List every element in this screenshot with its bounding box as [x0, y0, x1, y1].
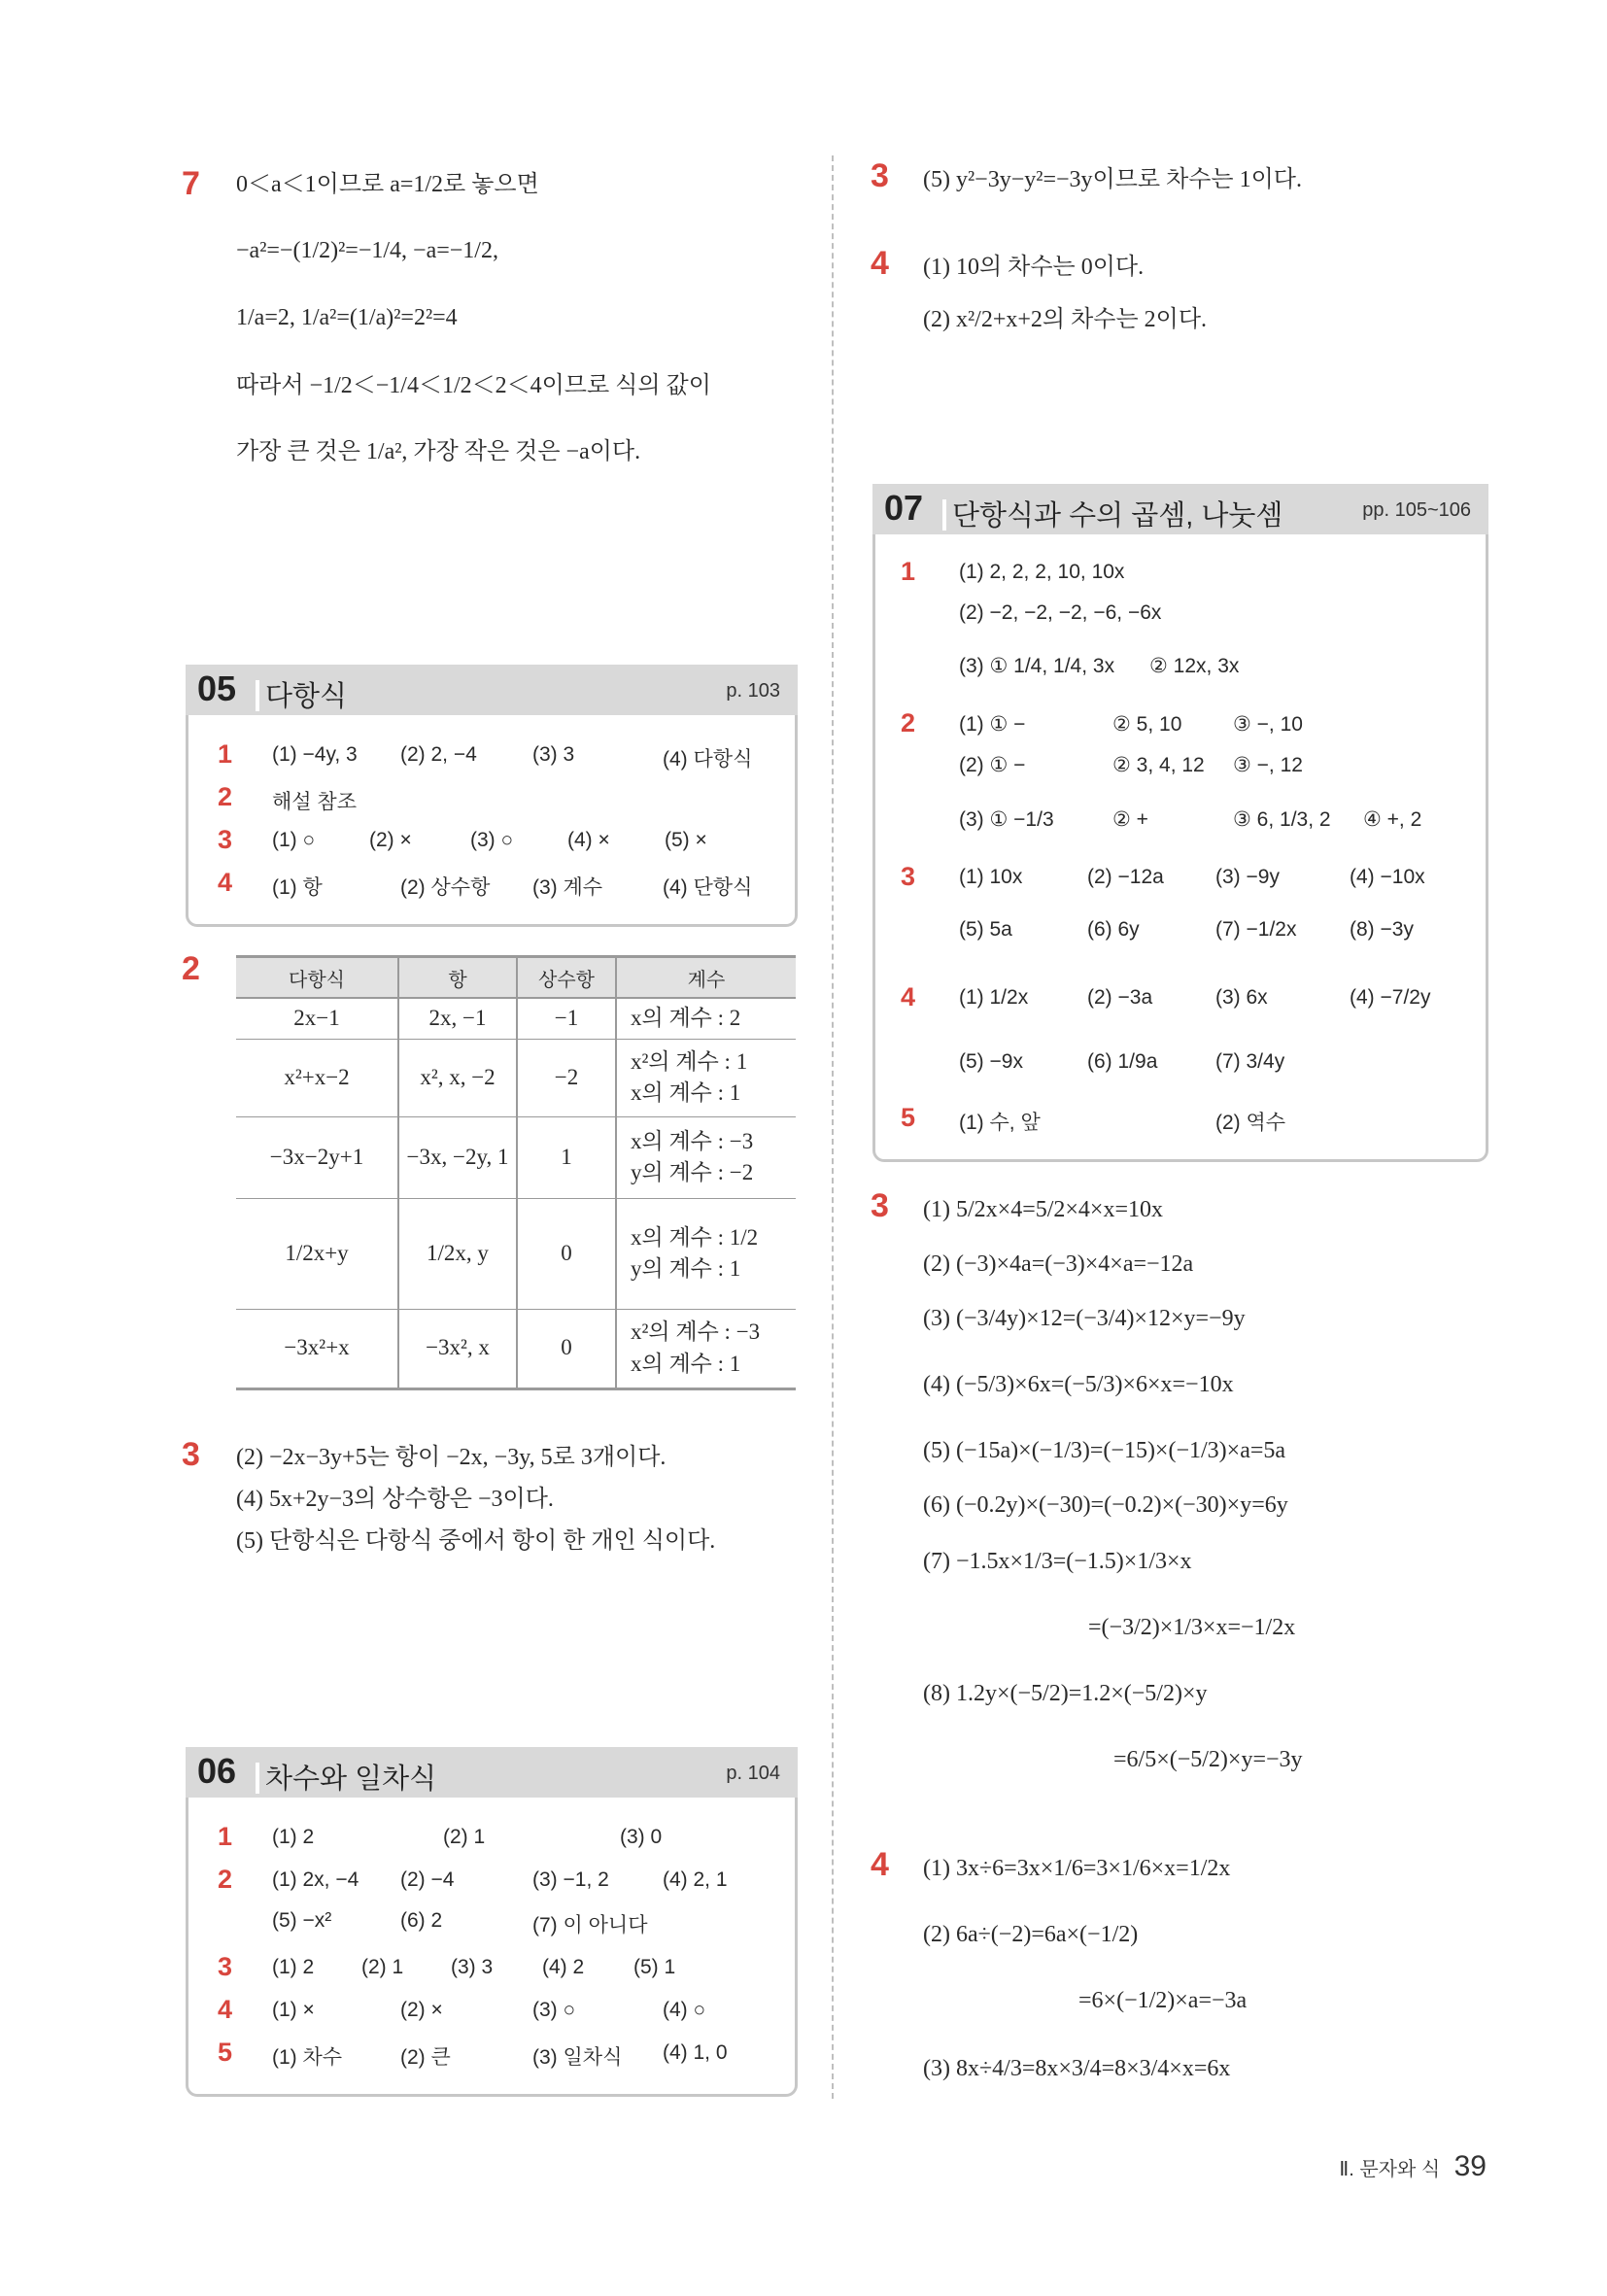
answer-item: (3) ○: [470, 829, 514, 851]
answer-item: ④ +, 2: [1363, 808, 1422, 831]
answer-item: (2) ×: [369, 829, 412, 851]
section-number: 06: [197, 1751, 237, 1791]
answer-item: (2) −12a: [1087, 866, 1164, 888]
answer-number: 1: [218, 1822, 233, 1851]
solution-line: 가장 큰 것은 1/a², 가장 작은 것은 −a이다.: [236, 439, 641, 464]
solution-line: 1/a=2, 1/a²=(1/a)²=2²=4: [236, 305, 458, 330]
section-number: 07: [884, 488, 924, 528]
cell-constant: 0: [517, 1309, 616, 1388]
page-reference: p. 104: [726, 1763, 780, 1784]
answer-item: ③ 6, 1/3, 2: [1233, 808, 1331, 831]
table-row: [236, 1198, 796, 1309]
answer-item: ③ −, 10: [1233, 713, 1303, 736]
answer-item: (2) ×: [400, 1999, 443, 2021]
solution-line: (4) 5x+2y−3의 상수항은 −3이다.: [236, 1487, 554, 1512]
solution-line: 0＜a＜1이므로 a=1/2로 놓으면: [236, 172, 539, 197]
cell-terms: 2x, −1: [398, 998, 517, 1039]
cell-constant: −1: [517, 998, 616, 1039]
header-divider: [256, 1763, 259, 1794]
answer-item: (1) 수, 앞: [959, 1112, 1041, 1134]
answer-item: (8) −3y: [1350, 918, 1414, 941]
page-number: 39: [1453, 2150, 1487, 2182]
section-header: [872, 484, 1488, 534]
answer-number: 1: [901, 557, 916, 586]
answer-item: (5) 1: [633, 1956, 676, 1978]
solution-line: (2) −2x−3y+5는 항이 −2x, −3y, 5로 3개이다.: [236, 1445, 667, 1470]
cell-coefficient: [616, 1198, 796, 1309]
answer-item: (5) 5a: [959, 918, 1012, 941]
answer-item: (2) 상수항: [400, 876, 491, 899]
solution-line: (8) 1.2y×(−5/2)=1.2×(−5/2)×y: [923, 1681, 1208, 1706]
answer-number: 2: [218, 782, 233, 811]
section-number: 05: [197, 668, 237, 708]
answer-item: (5) −9x: [959, 1050, 1023, 1073]
cell-polynomial: 1/2x+y: [236, 1198, 398, 1309]
answer-item: (3) 계수: [532, 876, 603, 899]
answer-number: 5: [218, 2038, 233, 2067]
section-box-05: [186, 665, 798, 927]
cell-polynomial: −3x−2y+1: [236, 1116, 398, 1198]
answer-item: (3) ① −1/3: [959, 808, 1054, 831]
answer-item: (1) 2, 2, 2, 10, 10x: [959, 561, 1125, 583]
answer-item: (3) −1, 2: [532, 1868, 609, 1891]
answer-number: 3: [218, 825, 233, 854]
answer-item: (7) −1/2x: [1215, 918, 1297, 941]
cell-terms: −3x², x: [398, 1309, 517, 1388]
coefficient-line: x의 계수 : 1: [631, 1080, 741, 1105]
answer-item: (2) ① −: [959, 754, 1026, 776]
solution-line: (2) x²/2+x+2의 차수는 2이다.: [923, 307, 1208, 332]
cell-constant: 1: [517, 1116, 616, 1198]
answer-item: 해설 참조: [272, 791, 357, 813]
table-row: [236, 998, 796, 1039]
column-header: 상수항: [517, 957, 616, 999]
coefficient-line: x의 계수 : 1: [631, 1351, 741, 1376]
answer-item: (1) 2: [272, 1826, 315, 1848]
column-divider: [832, 155, 834, 2099]
solution-line: (2) (−3)×4a=(−3)×4×a=−12a: [923, 1251, 1194, 1277]
answer-item: (6) 1/9a: [1087, 1050, 1158, 1073]
problem-number: 4: [871, 245, 889, 282]
answer-item: (1) 2x, −4: [272, 1868, 359, 1891]
answer-item: (1) ① −: [959, 713, 1026, 736]
answer-item: (3) −9y: [1215, 866, 1280, 888]
cell-constant: −2: [517, 1039, 616, 1116]
coefficient-line: x²의 계수 : 1: [631, 1048, 748, 1074]
solution-line: (2) 6a÷(−2)=6a×(−1/2): [923, 1922, 1139, 1947]
solution-line: (5) 단항식은 다항식 중에서 항이 한 개인 식이다.: [236, 1528, 716, 1554]
answer-number: 1: [218, 739, 233, 769]
answer-item: (2) −2, −2, −2, −6, −6x: [959, 601, 1162, 624]
solution-line: 따라서 −1/2＜−1/4＜1/2＜2＜4이므로 식의 값이: [236, 373, 711, 398]
answer-item: (2) 1: [361, 1956, 404, 1978]
answer-item: (4) 2, 1: [663, 1868, 728, 1891]
cell-constant: 0: [517, 1198, 616, 1309]
section-box-07: [872, 484, 1488, 1162]
answer-item: (7) 이 아니다: [532, 1914, 648, 1936]
answer-item: (2) 큰: [400, 2046, 451, 2069]
answer-item: (2) −3a: [1087, 986, 1153, 1009]
answer-number: 3: [901, 862, 916, 891]
answer-item: (1) ○: [272, 829, 316, 851]
cell-polynomial: −3x²+x: [236, 1309, 398, 1388]
answer-item: (4) −10x: [1350, 866, 1425, 888]
chapter-label: Ⅱ. 문자와 식: [1339, 2159, 1441, 2180]
cell-coefficient: [616, 1039, 796, 1116]
cell-terms: −3x, −2y, 1: [398, 1116, 517, 1198]
answer-item: (6) 2: [400, 1909, 443, 1932]
section-title: 단항식과 수의 곱셈, 나눗셈: [952, 500, 1283, 531]
section-title: 차수와 일차식: [265, 1764, 437, 1795]
answer-item: ② 12x, 3x: [1149, 655, 1240, 677]
solution-line: =(−3/2)×1/3×x=−1/2x: [1088, 1615, 1296, 1640]
answer-item: (3) 일차식: [532, 2046, 623, 2069]
answer-number: 4: [218, 1995, 233, 2024]
coefficient-line: y의 계수 : −2: [631, 1160, 754, 1184]
answer-item: (4) −7/2y: [1350, 986, 1431, 1009]
problem-number: 3: [182, 1436, 200, 1473]
solution-line: (7) −1.5x×1/3=(−1.5)×1/3×x: [923, 1549, 1192, 1574]
section-title: 다항식: [265, 681, 348, 712]
solution-line: (1) 10의 차수는 0이다.: [923, 255, 1145, 280]
solution-line: =6/5×(−5/2)×y=−3y: [1113, 1747, 1303, 1772]
answer-item: (1) 항: [272, 876, 323, 899]
table-header-row: [236, 957, 796, 999]
answer-item: (5) ×: [665, 829, 707, 851]
column-header: 계수: [616, 957, 796, 999]
answer-item: (1) 1/2x: [959, 986, 1029, 1009]
cell-coefficient: [616, 1116, 796, 1198]
answer-item: (4) 2: [542, 1956, 585, 1978]
cell-polynomial: x²+x−2: [236, 1039, 398, 1116]
header-divider: [256, 680, 259, 711]
answer-item: (5) −x²: [272, 1909, 332, 1932]
section-header: [186, 1747, 798, 1798]
polynomial-table: [236, 955, 796, 1390]
page-reference: pp. 105~106: [1362, 499, 1471, 521]
coefficient-line: y의 계수 : 1: [631, 1256, 741, 1281]
coefficient-line: x²의 계수 : −3: [631, 1319, 761, 1345]
answer-item: (1) 차수: [272, 2046, 343, 2069]
answer-item: (1) −4y, 3: [272, 743, 358, 766]
solution-line: (6) (−0.2y)×(−30)=(−0.2)×(−30)×y=6y: [923, 1492, 1288, 1518]
cell-terms: x², x, −2: [398, 1039, 517, 1116]
answer-number: 3: [218, 1952, 233, 1981]
section-header: [186, 665, 798, 715]
solution-line: (1) 5/2x×4=5/2×4×x=10x: [923, 1197, 1163, 1222]
column-header: 다항식: [236, 957, 398, 999]
answer-item: (3) 6x: [1215, 986, 1268, 1009]
cell-coefficient: [616, 1309, 796, 1388]
problem-number: 4: [871, 1846, 889, 1883]
coefficient-line: x의 계수 : 1/2: [631, 1224, 759, 1250]
answer-item: (7) 3/4y: [1215, 1050, 1285, 1073]
answer-item: (4) 다항식: [663, 748, 753, 771]
column-header: 항: [398, 957, 517, 999]
table-row: [236, 1039, 796, 1116]
answer-item: (3) ① 1/4, 1/4, 3x: [959, 655, 1115, 677]
answer-item: ② +: [1112, 808, 1148, 831]
section-box-06: [186, 1747, 798, 2097]
page-reference: p. 103: [726, 680, 780, 702]
answer-item: ② 5, 10: [1112, 713, 1182, 736]
answer-item: (4) 단항식: [663, 876, 753, 899]
table-row: [236, 1116, 796, 1198]
answer-item: (6) 6y: [1087, 918, 1140, 941]
page-footer: [1339, 2150, 1487, 2183]
solution-line: (4) (−5/3)×6x=(−5/3)×6×x=−10x: [923, 1372, 1234, 1397]
table-row: [236, 1309, 796, 1388]
answer-item: (3) ○: [532, 1999, 576, 2021]
solution-line: (5) (−15a)×(−1/3)=(−15)×(−1/3)×a=5a: [923, 1438, 1286, 1463]
answer-item: ② 3, 4, 12: [1112, 754, 1205, 776]
answer-item: (2) 1: [443, 1826, 486, 1848]
answer-item: (3) 3: [532, 743, 575, 766]
answer-number: 4: [218, 868, 233, 897]
solution-line: (3) (−3/4y)×12=(−3/4)×12×y=−9y: [923, 1306, 1246, 1331]
answer-number: 2: [901, 708, 916, 737]
answer-number: 2: [218, 1865, 233, 1894]
problem-number: 7: [182, 165, 200, 202]
problem-number: 3: [871, 1187, 889, 1224]
answer-item: (4) ○: [663, 1999, 706, 2021]
coefficient-line: x의 계수 : 2: [631, 1006, 741, 1031]
answer-item: (3) 0: [620, 1826, 663, 1848]
answer-item: (1) 10x: [959, 866, 1023, 888]
answer-item: ③ −, 12: [1233, 754, 1303, 776]
solution-line: =6×(−1/2)×a=−3a: [1078, 1988, 1248, 2013]
problem-number: 2: [182, 950, 200, 987]
answer-item: (3) 3: [451, 1956, 494, 1978]
answer-item: (2) −4: [400, 1868, 455, 1891]
answer-item: (4) 1, 0: [663, 2041, 728, 2064]
answer-item: (1) ×: [272, 1999, 315, 2021]
cell-polynomial: 2x−1: [236, 998, 398, 1039]
coefficient-line: x의 계수 : −3: [631, 1128, 754, 1153]
solution-line: (1) 3x÷6=3x×1/6=3×1/6×x=1/2x: [923, 1856, 1231, 1881]
cell-terms: 1/2x, y: [398, 1198, 517, 1309]
answer-item: (1) 2: [272, 1956, 315, 1978]
answer-item: (2) 2, −4: [400, 743, 477, 766]
solution-line: (5) y²−3y−y²=−3y이므로 차수는 1이다.: [923, 167, 1302, 192]
answer-number: 4: [901, 982, 916, 1011]
problem-number: 3: [871, 157, 889, 194]
solution-line: −a²=−(1/2)²=−1/4, −a=−1/2,: [236, 238, 498, 263]
cell-coefficient: [616, 998, 796, 1039]
answer-item: (4) ×: [567, 829, 610, 851]
solution-line: (3) 8x÷4/3=8x×3/4=8×3/4×x=6x: [923, 2056, 1231, 2081]
answer-item: (2) 역수: [1215, 1112, 1286, 1134]
answer-number: 5: [901, 1103, 916, 1132]
header-divider: [942, 499, 946, 531]
